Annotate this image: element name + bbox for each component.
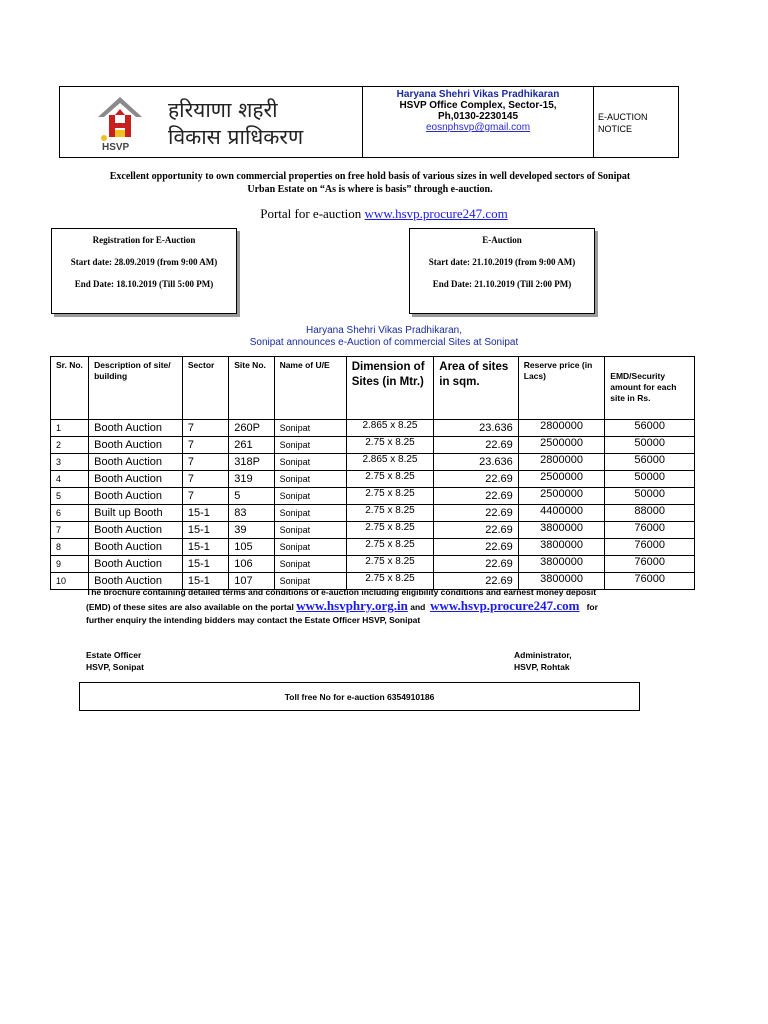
eauction-title: E-Auction [482,235,522,245]
logo-hindi-line1: हरियाणा शहरी [168,98,278,122]
cell-site: 39 [229,522,274,539]
col-area: Area of sites in sqm. [434,357,518,420]
cell-reserve: 2800000 [518,454,605,471]
announce-line1: Haryana Shehri Vikas Pradhikaran, [305,325,462,336]
cell-dimension: 2.75 x 8.25 [346,522,434,539]
cell-description: Booth Auction [89,539,183,556]
cell-ue: Sonipat [274,420,346,437]
cell-reserve: 3800000 [518,573,605,590]
table-row [51,488,695,505]
cell-emd: 76000 [605,522,695,539]
table-row [51,471,695,488]
cell-reserve: 3800000 [518,556,605,573]
cell-sr: 3 [51,454,89,471]
cell-reserve: 2800000 [518,420,605,437]
sites-table [50,356,695,590]
cell-reserve: 2500000 [518,471,605,488]
cell-ue: Sonipat [274,471,346,488]
hsvp-logo [90,93,350,153]
cell-dimension: 2.75 x 8.25 [346,539,434,556]
cell-description: Booth Auction [89,522,183,539]
cell-description: Booth Auction [89,471,183,488]
cell-reserve: 2500000 [518,437,605,454]
table-row [51,539,695,556]
cell-sr: 6 [51,505,89,522]
logo-hindi-line2: विकास प्राधिकरण [168,125,304,149]
eauction-box [409,228,595,314]
col-reserve: Reserve price (in Lacs) [518,357,605,420]
cell-site: 260P [229,420,274,437]
cell-sr: 5 [51,488,89,505]
cell-emd: 76000 [605,573,695,590]
col-emd: EMD/Security amount for each site in Rs. [605,357,695,420]
col-dimension: Dimension of Sites (in Mtr.) [346,357,434,420]
procure247-link[interactable]: www.hsvp.procure247.com [430,598,580,613]
cell-area: 22.69 [434,539,518,556]
brochure-and: and [410,602,426,612]
cell-area: 22.69 [434,488,518,505]
signature-left-title: Estate Officer [86,650,142,660]
signature-right-office: HSVP, Rohtak [514,662,570,672]
signature-left-office: HSVP, Sonipat [86,662,144,672]
eauction-end: End Date: 21.10.2019 (Till 2:00 PM) [432,279,572,289]
cell-dimension: 2.75 x 8.25 [346,556,434,573]
cell-dimension: 2.75 x 8.25 [346,505,434,522]
cell-site: 318P [229,454,274,471]
cell-site: 106 [229,556,274,573]
cell-sector: 7 [182,454,228,471]
notice-line1: E-AUCTION [598,112,648,122]
table-row [51,505,695,522]
cell-sector: 7 [182,488,228,505]
header-box [59,86,679,158]
portal-label: Portal for e-auction [260,206,362,221]
cell-dimension: 2.75 x 8.25 [346,471,434,488]
cell-ue: Sonipat [274,488,346,505]
cell-area: 22.69 [434,471,518,488]
cell-ue: Sonipat [274,539,346,556]
cell-emd: 56000 [605,454,695,471]
cell-reserve: 4400000 [518,505,605,522]
table-row [51,420,695,437]
table-row [51,556,695,573]
cell-description: Booth Auction [89,556,183,573]
cell-sector: 15-1 [182,556,228,573]
cell-area: 22.69 [434,437,518,454]
brochure-for: for [586,602,598,612]
brochure-line2: (EMD) of these sites are also available on the portal [86,602,294,612]
cell-sr: 8 [51,539,89,556]
cell-site: 261 [229,437,274,454]
cell-sr: 9 [51,556,89,573]
registration-end: End Date: 18.10.2019 (Till 5:00 PM) [74,279,214,289]
address-line1: HSVP Office Complex, Sector-15, [399,100,557,111]
cell-area: 22.69 [434,505,518,522]
cell-ue: Sonipat [274,505,346,522]
cell-ue: Sonipat [274,454,346,471]
brochure-line1: The brochure containing detailed terms and conditions of e-auction including eligibility conditions and earnest money deposit [86,587,597,597]
cell-description: Built up Booth [89,505,183,522]
col-ue: Name of U/E [274,357,346,420]
cell-emd: 76000 [605,556,695,573]
cell-sector: 15-1 [182,573,228,590]
address-line2: Ph,0130-2230145 [437,111,519,122]
logo-hindi-text [168,97,303,151]
email-link[interactable]: eosnphsvp@gmail.com [425,122,531,133]
cell-sector: 15-1 [182,539,228,556]
brochure-line3: further enquiry the intending bidders may contact the Estate Officer HSVP, Sonipat [86,615,421,625]
cell-site: 319 [229,471,274,488]
cell-dimension: 2.865 x 8.25 [346,454,434,471]
announcement [0,325,768,349]
cell-emd: 50000 [605,437,695,454]
cell-site: 83 [229,505,274,522]
cell-area: 23.636 [434,420,518,437]
hsvp-house-icon [90,93,162,153]
cell-sr: 4 [51,471,89,488]
cell-sector: 7 [182,471,228,488]
table-header-row [51,357,695,420]
cell-dimension: 2.75 x 8.25 [346,573,434,590]
cell-area: 22.69 [434,556,518,573]
intro-text [80,170,660,196]
cell-area: 23.636 [434,454,518,471]
col-sr: Sr. No. [51,357,89,420]
registration-start: Start date: 28.09.2019 (from 9:00 AM) [70,257,218,267]
tollfree-box: Toll free No for e-auction 6354910186 [79,682,640,711]
notice-label [598,111,648,135]
cell-ue: Sonipat [274,556,346,573]
intro-line1: Excellent opportunity to own commercial properties on free hold basis of various sizes in well developed sectors of Sonipat [109,171,631,182]
signature-right-title: Administrator, [514,650,572,660]
cell-reserve: 2500000 [518,488,605,505]
portal-line [0,206,768,222]
intro-line2: Urban Estate on “As is where is basis” through e-auction. [247,184,493,195]
org-name: Haryana Shehri Vikas Pradhikaran [396,89,560,100]
cell-description: Booth Auction [89,573,183,590]
eauction-start: Start date: 21.10.2019 (from 9:00 AM) [428,257,576,267]
col-site: Site No. [229,357,274,420]
cell-sector: 15-1 [182,522,228,539]
table-row [51,437,695,454]
cell-description: Booth Auction [89,420,183,437]
logo-abbr: HSVP [102,142,130,153]
col-sector: Sector [182,357,228,420]
signature-left [86,649,144,673]
cell-emd: 88000 [605,505,695,522]
header-contact [363,87,593,133]
col-description: Description of site/ building [89,357,183,420]
cell-description: Booth Auction [89,437,183,454]
table-body [51,420,695,590]
cell-ue: Sonipat [274,573,346,590]
cell-sr: 2 [51,437,89,454]
announce-line2: Sonipat announces e-Auction of commercial Sites at Sonipat [249,337,519,348]
cell-sector: 7 [182,420,228,437]
registration-box [51,228,237,314]
cell-emd: 76000 [605,539,695,556]
cell-area: 22.69 [434,522,518,539]
cell-sr: 7 [51,522,89,539]
cell-site: 107 [229,573,274,590]
cell-sector: 7 [182,437,228,454]
cell-ue: Sonipat [274,522,346,539]
registration-title: Registration for E-Auction [92,235,196,245]
cell-sr: 10 [51,573,89,590]
portal-link[interactable]: www.hsvp.procure247.com [364,206,508,221]
cell-emd: 50000 [605,471,695,488]
notice-line2: NOTICE [598,124,633,134]
cell-ue: Sonipat [274,437,346,454]
brochure-text [86,586,676,627]
cell-emd: 56000 [605,420,695,437]
cell-dimension: 2.75 x 8.25 [346,437,434,454]
cell-description: Booth Auction [89,454,183,471]
cell-site: 105 [229,539,274,556]
cell-sector: 15-1 [182,505,228,522]
cell-dimension: 2.75 x 8.25 [346,488,434,505]
cell-emd: 50000 [605,488,695,505]
cell-sr: 1 [51,420,89,437]
cell-reserve: 3800000 [518,539,605,556]
table-row [51,522,695,539]
cell-area: 22.69 [434,573,518,590]
cell-description: Booth Auction [89,488,183,505]
signature-right [514,649,572,673]
header-divider [593,87,594,157]
cell-reserve: 3800000 [518,522,605,539]
cell-site: 5 [229,488,274,505]
table-row [51,454,695,471]
hsvphry-link[interactable]: www.hsvphry.org.in [296,598,408,613]
cell-dimension: 2.865 x 8.25 [346,420,434,437]
